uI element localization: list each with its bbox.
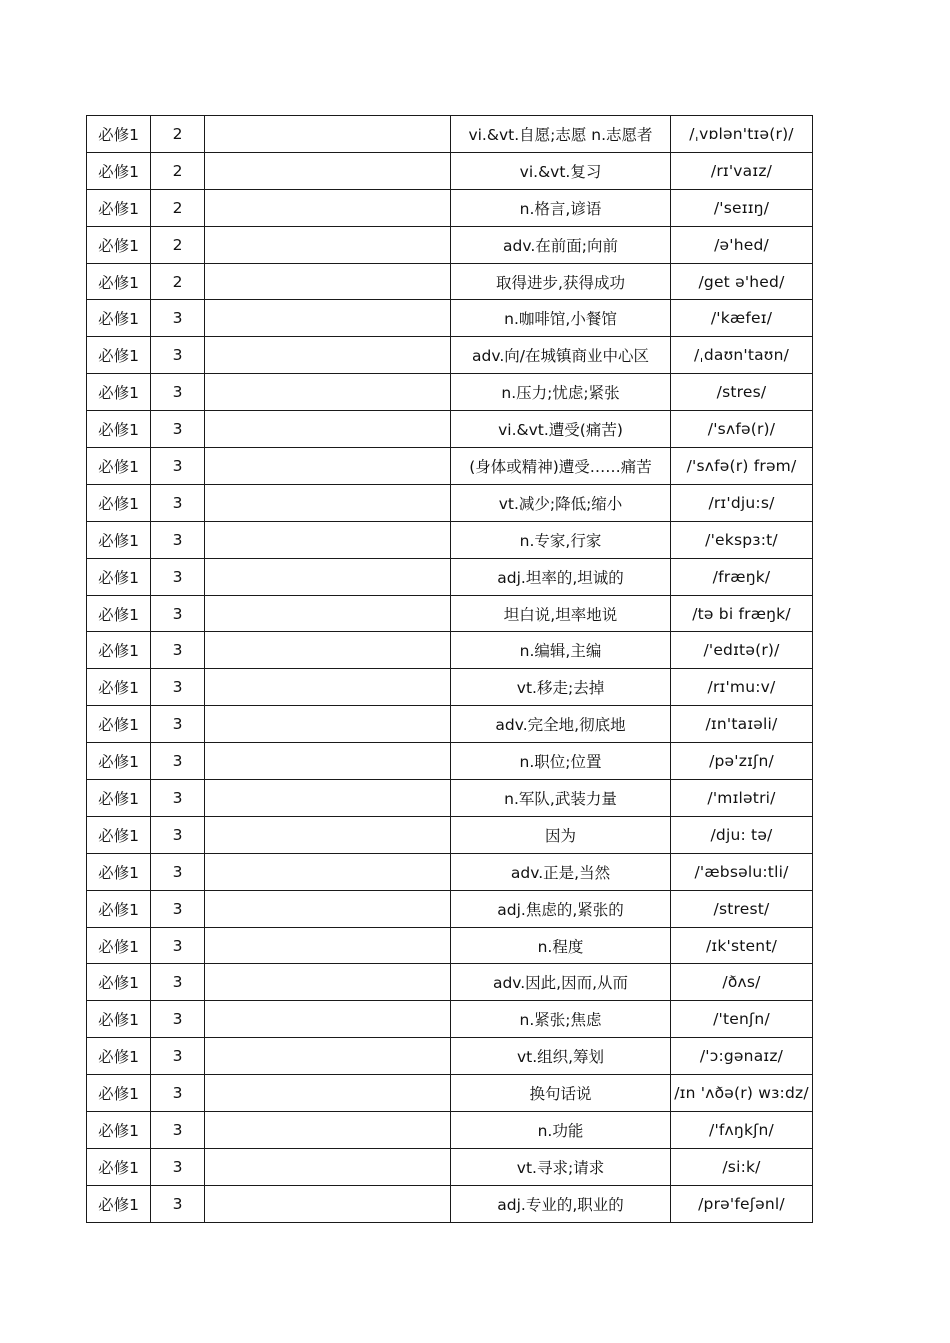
word-cell (205, 890, 451, 927)
unit-cell: 3 (151, 1148, 205, 1185)
textbook-cell: 必修1 (87, 853, 151, 890)
word-cell (205, 853, 451, 890)
phonetic-cell: /'tenʃn/ (671, 1001, 813, 1038)
textbook-cell: 必修1 (87, 152, 151, 189)
unit-cell: 3 (151, 1185, 205, 1222)
phonetic-cell: /pə'zɪʃn/ (671, 743, 813, 780)
unit-cell: 3 (151, 632, 205, 669)
textbook-cell: 必修1 (87, 595, 151, 632)
unit-cell: 3 (151, 1075, 205, 1112)
table-row (87, 374, 813, 411)
word-cell (205, 263, 451, 300)
table-row (87, 1001, 813, 1038)
phonetic-cell: /'sʌfə(r)/ (671, 411, 813, 448)
phonetic-cell: /'fʌŋkʃn/ (671, 1112, 813, 1149)
meaning-cell: 取得进步,获得成功 (451, 263, 671, 300)
word-cell (205, 337, 451, 374)
unit-cell: 3 (151, 927, 205, 964)
phonetic-cell: /tə bi fræŋk/ (671, 595, 813, 632)
table-row (87, 558, 813, 595)
meaning-cell: n.军队,武装力量 (451, 780, 671, 817)
textbook-cell: 必修1 (87, 890, 151, 927)
phonetic-cell: /get ə'hed/ (671, 263, 813, 300)
table-row (87, 1075, 813, 1112)
word-cell (205, 595, 451, 632)
word-cell (205, 484, 451, 521)
phonetic-cell: /ˌdaʊn'taʊn/ (671, 337, 813, 374)
phonetic-cell: /'mɪlətri/ (671, 780, 813, 817)
phonetic-cell: /strest/ (671, 890, 813, 927)
meaning-cell: n.职位;位置 (451, 743, 671, 780)
phonetic-cell: /ɪk'stent/ (671, 927, 813, 964)
unit-cell: 3 (151, 853, 205, 890)
textbook-cell: 必修1 (87, 189, 151, 226)
meaning-cell: vi.&vt.复习 (451, 152, 671, 189)
textbook-cell: 必修1 (87, 374, 151, 411)
meaning-cell: n.格言,谚语 (451, 189, 671, 226)
unit-cell: 3 (151, 1112, 205, 1149)
word-cell (205, 411, 451, 448)
table-row (87, 632, 813, 669)
textbook-cell: 必修1 (87, 706, 151, 743)
unit-cell: 3 (151, 1001, 205, 1038)
word-cell (205, 816, 451, 853)
meaning-cell: vi.&vt.自愿;志愿 n.志愿者 (451, 116, 671, 153)
textbook-cell: 必修1 (87, 226, 151, 263)
word-cell (205, 152, 451, 189)
meaning-cell: 换句话说 (451, 1075, 671, 1112)
word-cell (205, 448, 451, 485)
unit-cell: 3 (151, 669, 205, 706)
meaning-cell: adv.因此,因而,从而 (451, 964, 671, 1001)
phonetic-cell: /rɪ'mu:v/ (671, 669, 813, 706)
unit-cell: 3 (151, 448, 205, 485)
unit-cell: 3 (151, 411, 205, 448)
textbook-cell: 必修1 (87, 1148, 151, 1185)
textbook-cell: 必修1 (87, 743, 151, 780)
vocabulary-table (86, 115, 813, 1223)
textbook-cell: 必修1 (87, 1075, 151, 1112)
meaning-cell: adv.正是,当然 (451, 853, 671, 890)
word-cell (205, 374, 451, 411)
phonetic-cell: /'edɪtə(r)/ (671, 632, 813, 669)
textbook-cell: 必修1 (87, 780, 151, 817)
meaning-cell: adj.焦虑的,紧张的 (451, 890, 671, 927)
word-cell (205, 632, 451, 669)
word-cell (205, 1112, 451, 1149)
meaning-cell: 因为 (451, 816, 671, 853)
unit-cell: 3 (151, 743, 205, 780)
table-row (87, 1038, 813, 1075)
textbook-cell: 必修1 (87, 816, 151, 853)
unit-cell: 3 (151, 780, 205, 817)
table-row (87, 706, 813, 743)
unit-cell: 3 (151, 964, 205, 1001)
unit-cell: 3 (151, 300, 205, 337)
meaning-cell: n.专家,行家 (451, 521, 671, 558)
unit-cell: 2 (151, 226, 205, 263)
meaning-cell: n.紧张;焦虑 (451, 1001, 671, 1038)
textbook-cell: 必修1 (87, 1112, 151, 1149)
table-row (87, 152, 813, 189)
table-row (87, 669, 813, 706)
phonetic-cell: /stres/ (671, 374, 813, 411)
phonetic-cell: /'ɔ:gənaɪz/ (671, 1038, 813, 1075)
table-row (87, 1148, 813, 1185)
word-cell (205, 300, 451, 337)
table-row (87, 521, 813, 558)
unit-cell: 3 (151, 816, 205, 853)
meaning-cell: vt.移走;去掉 (451, 669, 671, 706)
phonetic-cell: /ə'hed/ (671, 226, 813, 263)
phonetic-cell: /fræŋk/ (671, 558, 813, 595)
table-row (87, 927, 813, 964)
vocabulary-table-body (87, 116, 813, 1223)
table-row (87, 1185, 813, 1222)
textbook-cell: 必修1 (87, 263, 151, 300)
word-cell (205, 521, 451, 558)
unit-cell: 3 (151, 558, 205, 595)
meaning-cell: n.功能 (451, 1112, 671, 1149)
unit-cell: 3 (151, 484, 205, 521)
table-row (87, 189, 813, 226)
unit-cell: 3 (151, 706, 205, 743)
word-cell (205, 1001, 451, 1038)
meaning-cell: adv.向/在城镇商业中心区 (451, 337, 671, 374)
textbook-cell: 必修1 (87, 116, 151, 153)
word-cell (205, 927, 451, 964)
phonetic-cell: /'ekspɜ:t/ (671, 521, 813, 558)
word-cell (205, 189, 451, 226)
textbook-cell: 必修1 (87, 1185, 151, 1222)
phonetic-cell: /ˌvɒlən'tɪə(r)/ (671, 116, 813, 153)
textbook-cell: 必修1 (87, 558, 151, 595)
table-row (87, 300, 813, 337)
meaning-cell: n.编辑,主编 (451, 632, 671, 669)
table-row (87, 816, 813, 853)
table-row (87, 448, 813, 485)
textbook-cell: 必修1 (87, 632, 151, 669)
meaning-cell: n.压力;忧虑;紧张 (451, 374, 671, 411)
textbook-cell: 必修1 (87, 927, 151, 964)
meaning-cell: adj.专业的,职业的 (451, 1185, 671, 1222)
phonetic-cell: /'seɪɪŋ/ (671, 189, 813, 226)
meaning-cell: n.咖啡馆,小餐馆 (451, 300, 671, 337)
textbook-cell: 必修1 (87, 411, 151, 448)
table-row (87, 263, 813, 300)
table-row (87, 890, 813, 927)
unit-cell: 3 (151, 1038, 205, 1075)
word-cell (205, 558, 451, 595)
phonetic-cell: /dju: tə/ (671, 816, 813, 853)
table-row (87, 853, 813, 890)
phonetic-cell: /ɪn'taɪəli/ (671, 706, 813, 743)
unit-cell: 2 (151, 189, 205, 226)
word-cell (205, 964, 451, 1001)
table-row (87, 116, 813, 153)
textbook-cell: 必修1 (87, 300, 151, 337)
unit-cell: 3 (151, 595, 205, 632)
table-row (87, 780, 813, 817)
phonetic-cell: /rɪ'dju:s/ (671, 484, 813, 521)
table-row (87, 743, 813, 780)
word-cell (205, 116, 451, 153)
table-row (87, 337, 813, 374)
table-row (87, 964, 813, 1001)
unit-cell: 3 (151, 890, 205, 927)
meaning-cell: adv.完全地,彻底地 (451, 706, 671, 743)
word-cell (205, 780, 451, 817)
textbook-cell: 必修1 (87, 669, 151, 706)
unit-cell: 3 (151, 521, 205, 558)
phonetic-cell: /'kæfeɪ/ (671, 300, 813, 337)
textbook-cell: 必修1 (87, 521, 151, 558)
textbook-cell: 必修1 (87, 337, 151, 374)
table-row (87, 484, 813, 521)
unit-cell: 2 (151, 263, 205, 300)
table-row (87, 595, 813, 632)
unit-cell: 2 (151, 152, 205, 189)
unit-cell: 3 (151, 337, 205, 374)
meaning-cell: vt.寻求;请求 (451, 1148, 671, 1185)
word-cell (205, 1038, 451, 1075)
meaning-cell: adv.在前面;向前 (451, 226, 671, 263)
word-cell (205, 669, 451, 706)
phonetic-cell: /prə'feʃənl/ (671, 1185, 813, 1222)
phonetic-cell: /rɪ'vaɪz/ (671, 152, 813, 189)
meaning-cell: (身体或精神)遭受……痛苦 (451, 448, 671, 485)
textbook-cell: 必修1 (87, 1001, 151, 1038)
meaning-cell: 坦白说,坦率地说 (451, 595, 671, 632)
word-cell (205, 743, 451, 780)
phonetic-cell: /'sʌfə(r) frəm/ (671, 448, 813, 485)
meaning-cell: adj.坦率的,坦诚的 (451, 558, 671, 595)
word-cell (205, 706, 451, 743)
word-cell (205, 1075, 451, 1112)
meaning-cell: vt.组织,筹划 (451, 1038, 671, 1075)
meaning-cell: n.程度 (451, 927, 671, 964)
textbook-cell: 必修1 (87, 484, 151, 521)
meaning-cell: vt.减少;降低;缩小 (451, 484, 671, 521)
word-cell (205, 1148, 451, 1185)
textbook-cell: 必修1 (87, 448, 151, 485)
textbook-cell: 必修1 (87, 1038, 151, 1075)
word-cell (205, 1185, 451, 1222)
table-row (87, 226, 813, 263)
phonetic-cell: /si:k/ (671, 1148, 813, 1185)
phonetic-cell: /ɪn 'ʌðə(r) wɜ:dz/ (671, 1075, 813, 1112)
meaning-cell: vi.&vt.遭受(痛苦) (451, 411, 671, 448)
unit-cell: 3 (151, 374, 205, 411)
unit-cell: 2 (151, 116, 205, 153)
textbook-cell: 必修1 (87, 964, 151, 1001)
table-row (87, 411, 813, 448)
phonetic-cell: /ðʌs/ (671, 964, 813, 1001)
word-cell (205, 226, 451, 263)
phonetic-cell: /'æbsəlu:tli/ (671, 853, 813, 890)
table-row (87, 1112, 813, 1149)
